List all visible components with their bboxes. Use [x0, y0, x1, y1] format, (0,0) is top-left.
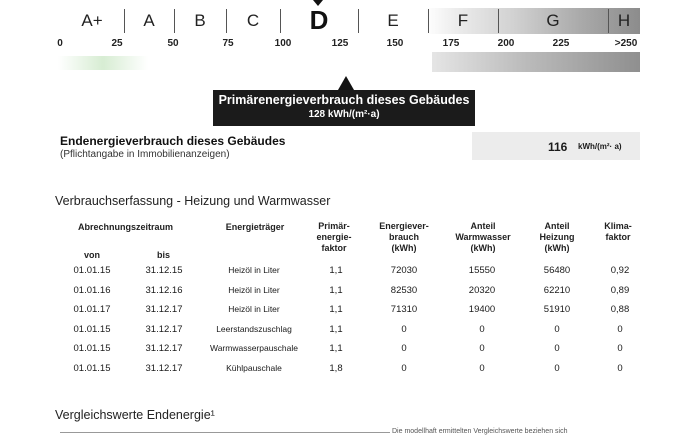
cell-to: 31.12.15 [145, 265, 183, 276]
cell-to: 31.12.17 [145, 323, 183, 335]
primary-energy-title: Primärenergieverbrauch dieses Gebäudes [218, 93, 470, 107]
end-energy-title: Endenergieverbrauch dieses Gebäudes [60, 134, 286, 148]
comparison-footnote: Die modellhaft ermittelten Vergleichswerte beziehen sich [392, 428, 568, 435]
cell-climate: 0,89 [610, 284, 630, 296]
scale-tick: 50 [167, 38, 179, 49]
end-energy-subtitle: (Pflichtangabe in Immobilienanzeigen) [60, 149, 230, 160]
scale-tick: 200 [497, 38, 515, 49]
class-b: B [194, 11, 206, 30]
cell-water: 0 [479, 362, 485, 374]
scale-tick: >250 [614, 38, 638, 49]
cell-climate: 0 [617, 362, 623, 374]
cell-to: 31.12.17 [145, 304, 183, 315]
header-from: von [84, 250, 101, 260]
cell-water: 20320 [468, 284, 496, 296]
cell-heating: 0 [554, 343, 560, 354]
scale-tick: 150 [386, 38, 404, 49]
header-to: bis [157, 250, 171, 260]
cell-usage: 82530 [390, 284, 418, 296]
cell-from: 01.01.15 [73, 362, 111, 374]
cell-climate: 0,88 [610, 304, 630, 315]
class-d-current: D [309, 5, 329, 35]
current-class-marker [313, 0, 323, 6]
scale-tick: 175 [442, 38, 460, 49]
scale-tick: 0 [57, 38, 63, 49]
cell-factor: 1,1 [329, 343, 343, 354]
cell-heating: 62210 [543, 284, 571, 296]
cell-factor: 1,1 [329, 284, 343, 296]
cell-from: 01.01.16 [73, 284, 111, 296]
cell-carrier: Heizöl in Liter [228, 265, 280, 275]
cell-usage: 0 [401, 323, 407, 335]
scale-tick: 100 [274, 38, 292, 49]
header-water: Anteil Warmwasser (kWh) [455, 221, 511, 253]
cell-water: 0 [479, 343, 485, 354]
primary-energy-box [213, 90, 475, 126]
primary-energy-pointer [338, 76, 354, 90]
cell-carrier: Leerstandszuschlag [216, 323, 292, 334]
cell-carrier: Heizöl in Liter [228, 304, 280, 314]
scan-smudge [58, 56, 148, 70]
cell-water: 15550 [468, 265, 496, 276]
header-period: Abrechnungszeitraum [78, 222, 174, 232]
cell-factor: 1,8 [329, 362, 343, 374]
end-energy-value: 116 [548, 140, 568, 154]
cell-usage: 71310 [390, 304, 418, 315]
scale-tick: 225 [552, 38, 570, 49]
cell-carrier: Warmwasserpauschale [209, 343, 299, 353]
class-h: H [617, 11, 631, 30]
cell-climate: 0 [617, 323, 623, 335]
cell-usage: 0 [401, 343, 407, 354]
cell-to: 31.12.16 [145, 284, 183, 296]
energy-scale [60, 5, 640, 35]
cell-usage: 72030 [390, 265, 418, 276]
header-factor: Primär- energie- faktor [316, 221, 352, 253]
comparison-section-title: Vergleichswerte Endenergie¹ [55, 408, 215, 422]
class-e: E [387, 11, 399, 30]
cell-from: 01.01.15 [73, 323, 111, 335]
header-climate: Klima- faktor [604, 221, 632, 242]
cell-from: 01.01.15 [73, 265, 111, 276]
cell-climate: 0,92 [610, 265, 630, 276]
cell-to: 31.12.17 [145, 362, 183, 374]
cell-heating: 56480 [543, 265, 571, 276]
cell-heating: 0 [554, 362, 560, 374]
cell-climate: 0 [617, 343, 623, 354]
scale-lower-gradient [432, 52, 640, 72]
class-g: G [546, 11, 560, 30]
cell-heating: 0 [554, 323, 560, 335]
cell-water: 0 [479, 323, 485, 335]
cell-factor: 1,1 [329, 265, 343, 276]
cell-heating: 51910 [543, 304, 571, 315]
class-a: A [143, 11, 155, 30]
cell-carrier: Kühlpauschale [226, 362, 282, 373]
class-a-plus: A+ [81, 11, 103, 30]
cell-from: 01.01.15 [73, 343, 111, 354]
class-c: C [246, 11, 260, 30]
primary-energy-value: 128 kWh/(m²·a) [308, 109, 380, 120]
header-usage: Energiever- brauch (kWh) [379, 221, 429, 253]
end-energy-unit: kWh/(m²· a) [578, 142, 622, 151]
cell-from: 01.01.17 [73, 304, 111, 315]
header-carrier: Energieträger [225, 222, 285, 232]
scale-tick: 125 [331, 38, 349, 49]
cell-usage: 0 [401, 362, 407, 374]
header-heating: Anteil Heizung (kWh) [539, 221, 575, 253]
cell-factor: 1,1 [329, 304, 343, 315]
scale-tick: 25 [111, 38, 123, 49]
cell-water: 19400 [468, 304, 496, 315]
scale-tick: 75 [222, 38, 234, 49]
cell-to: 31.12.17 [145, 343, 183, 354]
comparison-scale-edge [60, 432, 390, 433]
class-f: F [457, 11, 469, 30]
cell-factor: 1,1 [329, 323, 343, 335]
cell-carrier: Heizöl in Liter [228, 284, 280, 295]
consumption-section-title: Verbrauchserfassung - Heizung und Warmwasser [55, 194, 331, 208]
